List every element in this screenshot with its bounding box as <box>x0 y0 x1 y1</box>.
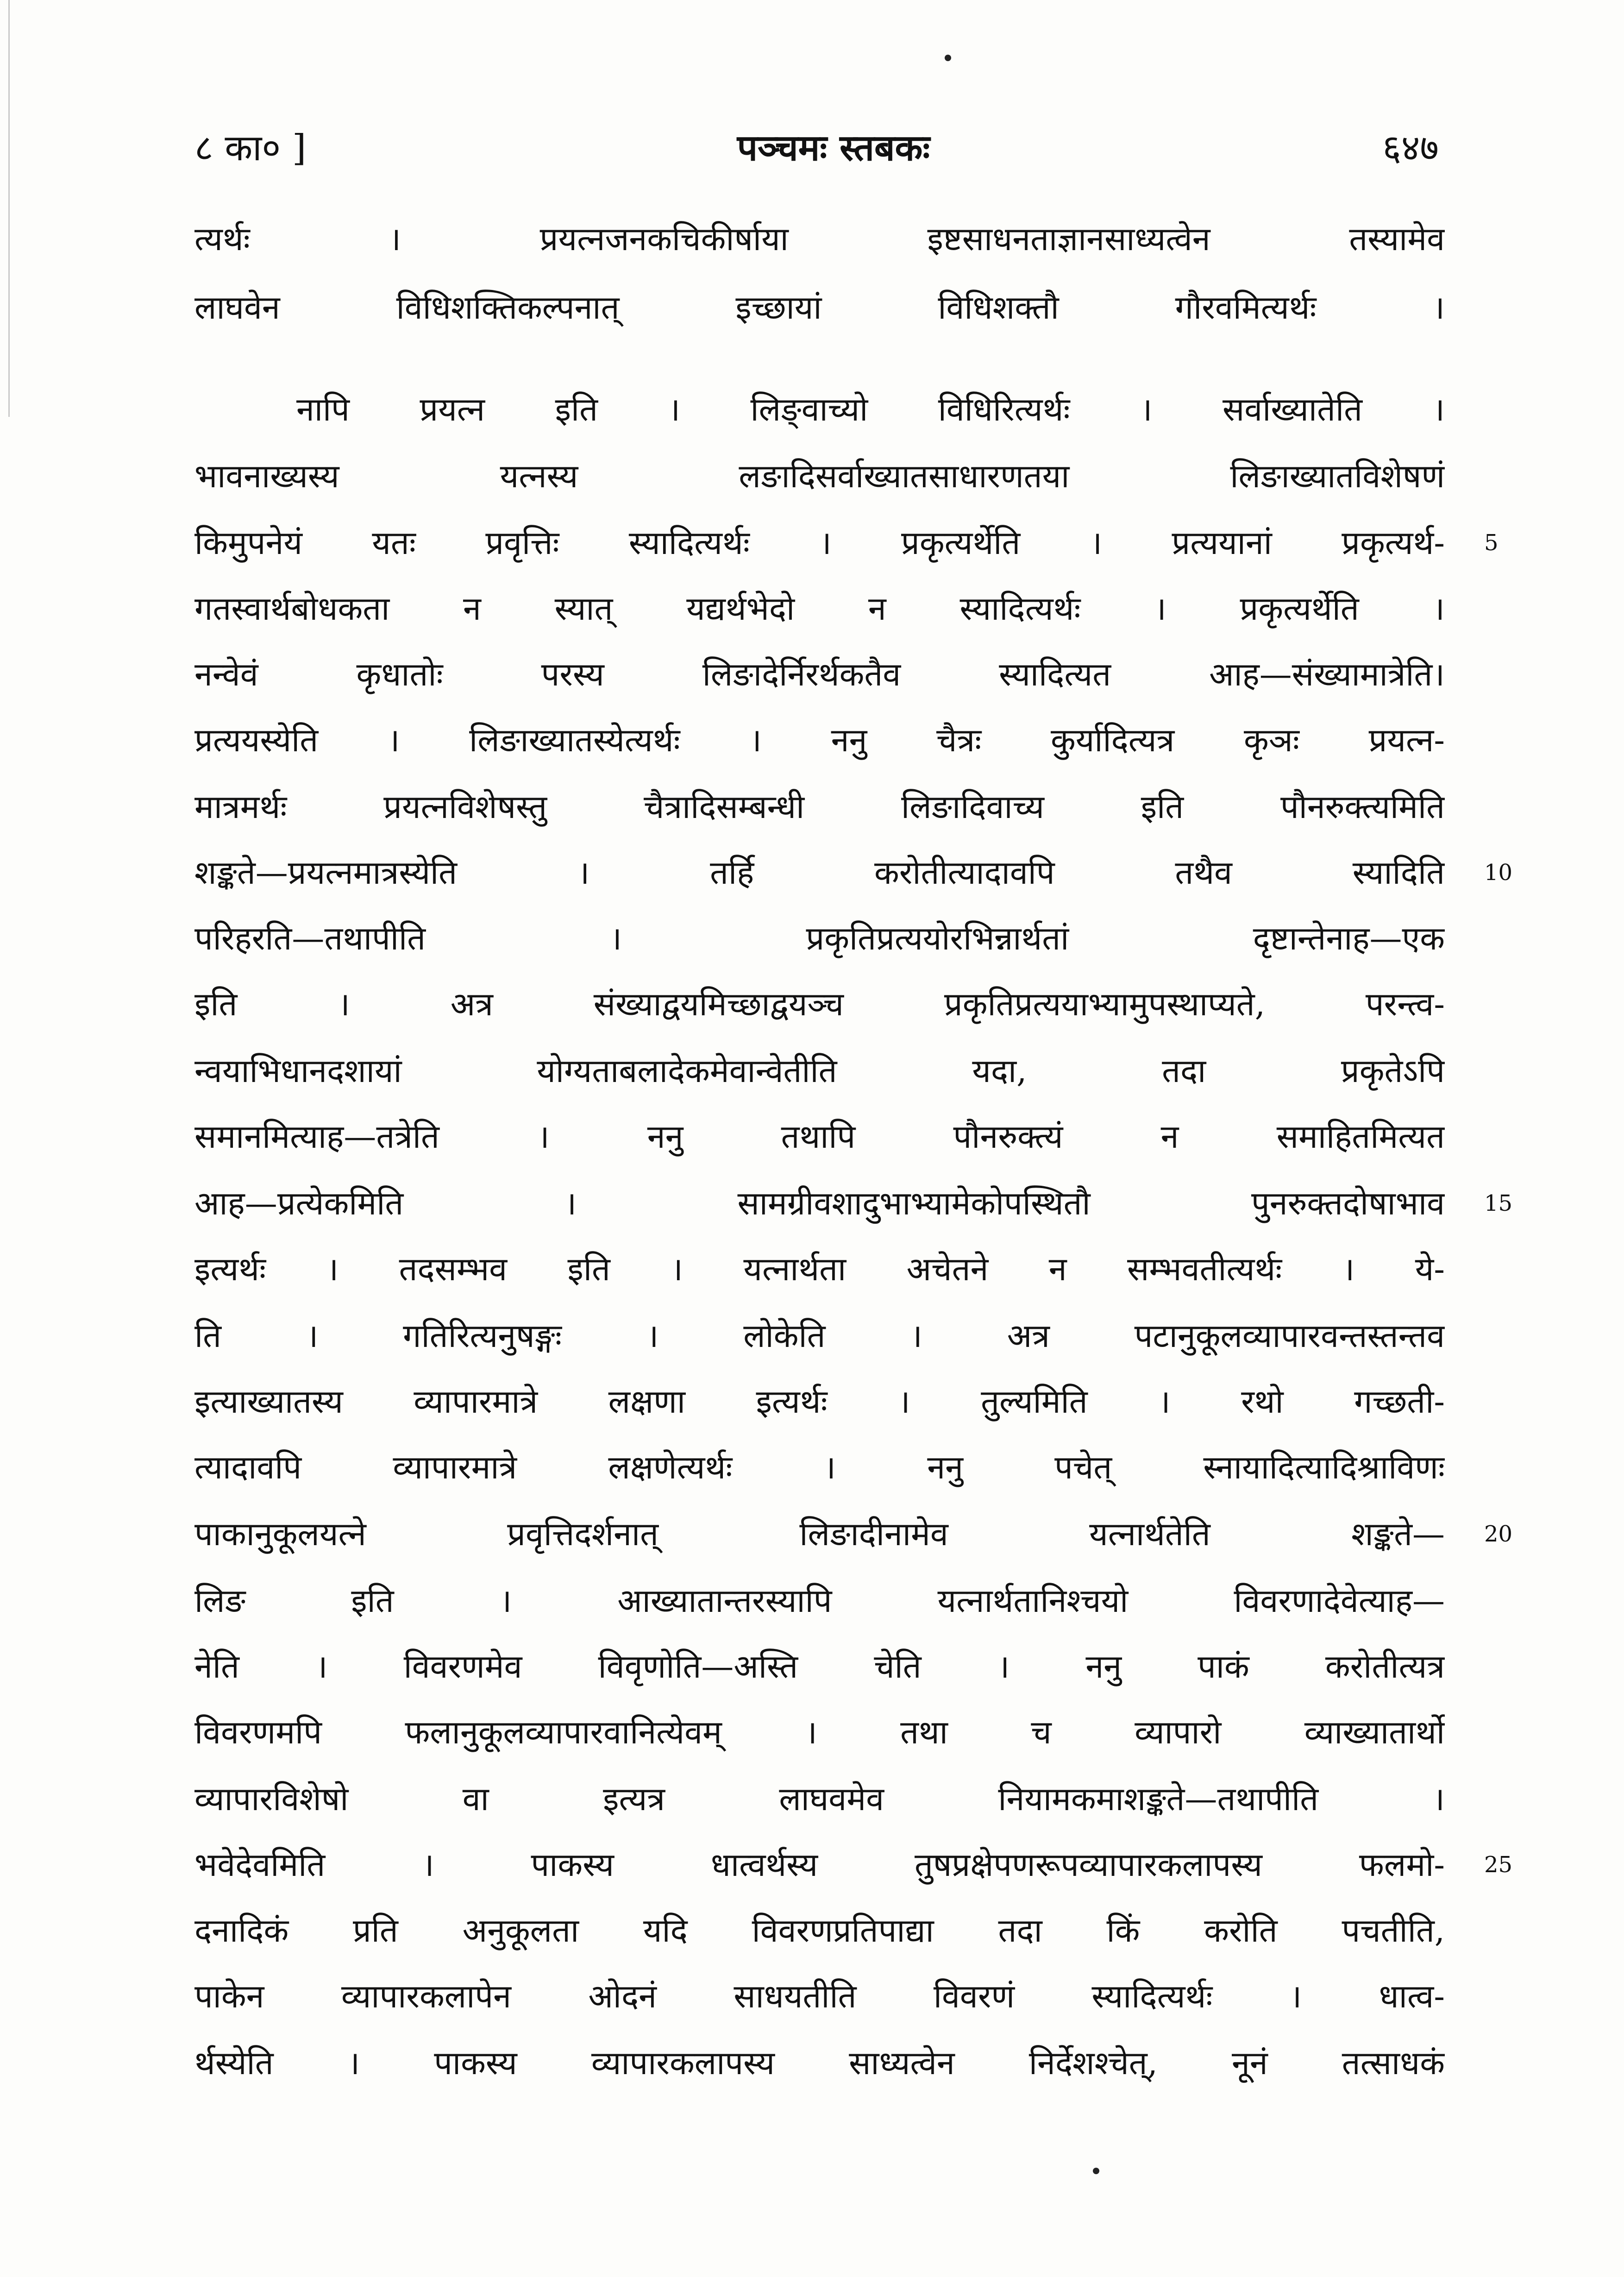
text-line-1: त्यर्थः । प्रयत्नजनकचिकीर्षाया इष्टसाधनताज्ञानसाध्यत्वेन तस्यामेव <box>194 220 1445 258</box>
line-number-10: 10 <box>1484 860 1513 886</box>
text-line-16: इत्यर्थः । तदसम्भव इति । यत्नार्थता अचेतने न सम्भवतीत्यर्थः । ये- <box>194 1250 1445 1288</box>
text-line-10: शङ्कते—प्रयत्नमात्रस्येति । तर्हि करोतीत्यादावपि तथैव स्यादिति <box>194 854 1445 892</box>
text-line-2: लाघवेन विधिशक्तिकल्पनात् इच्छायां विधिशक्तौ गौरवमित्यर्थः । <box>194 289 1445 327</box>
text-line-9: मात्रमर्थः प्रयत्नविशेषस्तु चैत्रादिसम्बन्धी लिङादिवाच्य इति पौनरुक्त्यमिति <box>194 788 1445 826</box>
text-line-24: व्यापारविशेषो वा इत्यत्र लाघवमेव नियामकमाशङ्कते—तथापीति । <box>194 1780 1445 1818</box>
text-line-19: त्यादावपि व्यापारमात्रे लक्षणेत्यर्थः । ननु पचेत् स्नायादित्यादिश्राविणः <box>194 1448 1445 1486</box>
text-line-21: लिङ इति । आख्यातान्तरस्यापि यत्नार्थतानिश्चयो विवरणादेवेत्याह— <box>194 1582 1445 1620</box>
line-number-5: 5 <box>1484 530 1499 556</box>
ink-speck <box>945 55 951 61</box>
ink-speck <box>1093 2168 1099 2174</box>
text-line-12: इति । अत्र संख्याद्वयमिच्छाद्वयञ्च प्रकृतिप्रत्ययाभ्यामुपस्थाप्यते, परन्त्व- <box>194 985 1445 1023</box>
scan-edge-line <box>8 0 10 417</box>
text-line-8: प्रत्ययस्येति । लिङाख्यातस्येत्यर्थः । ननु चैत्रः कुर्यादित्यत्र कृञः प्रयत्न- <box>194 721 1445 759</box>
header-left: ८ का० ] <box>194 127 307 169</box>
header-title: पञ्चमः स्तबकः <box>737 127 930 169</box>
text-line-4: भावनाख्यस्य यत्नस्य लङादिसर्वाख्यातसाधारणतया लिङाख्यातविशेषणं <box>194 457 1445 495</box>
text-line-23: विवरणमपि फलानुकूलव्यापारवानित्येवम् । तथा च व्यापारो व्याख्यातार्थो <box>194 1713 1445 1751</box>
text-line-11: परिहरति—तथापीति । प्रकृतिप्रत्ययोरभिन्नार्थतां दृष्टान्तेनाह—एक <box>194 919 1445 957</box>
line-number-20: 20 <box>1484 1521 1513 1547</box>
text-line-25: भवेदेवमिति । पाकस्य धात्वर्थस्य तुषप्रक्षेपणरूपव्यापारकलापस्य फलमो- <box>194 1846 1445 1884</box>
line-number-15: 15 <box>1484 1190 1513 1216</box>
text-line-14: समानमित्याह—तत्रेति । ननु तथापि पौनरुक्त्यं न समाहितमित्यत <box>194 1118 1445 1156</box>
text-line-26: दनादिकं प्रति अनुकूलता यदि विवरणप्रतिपाद्या तदा किं करोति पचतीति, <box>194 1912 1445 1950</box>
text-line-15: आह—प्रत्येकमिति । सामग्रीवशादुभाभ्यामेकोपस्थितौ पुनरुक्तदोषाभाव <box>194 1184 1445 1222</box>
text-line-20: पाकानुकूलयत्ने प्रवृत्तिदर्शनात् लिङादीनामेव यत्नार्थतेति शङ्कते— <box>194 1515 1445 1553</box>
text-line-17: ति । गतिरित्यनुषङ्गः । लोकेति । अत्र पटानुकूलव्यापारवन्तस्तन्तव <box>194 1317 1445 1355</box>
text-line-5: किमुपनेयं यतः प्रवृत्तिः स्यादित्यर्थः । प्रकृत्यर्थेति । प्रत्ययानां प्रकृत्यर्थ- <box>194 524 1445 562</box>
text-line-22: नेति । विवरणमेव विवृणोति—अस्ति चेति । ननु पाकं करोतीत्यत्र <box>194 1648 1445 1686</box>
text-line-6: गतस्वार्थबोधकता न स्यात् यद्यर्थभेदो न स्यादित्यर्थः । प्रकृत्यर्थेति । <box>194 590 1445 628</box>
page-number: ६४७ <box>1382 127 1439 169</box>
text-line-28: र्थस्येति । पाकस्य व्यापारकलापस्य साध्यत्वेन निर्देशश्चेत्, नूनं तत्साधकं <box>194 2044 1445 2082</box>
text-line-13: न्वयाभिधानदशायां योग्यताबलादेकमेवान्वेतीति यदा, तदा प्रकृतेऽपि <box>194 1052 1445 1090</box>
text-line-3: नापि प्रयत्न इति । लिङ्वाच्यो विधिरित्यर्थः । सर्वाख्यातेति । <box>296 390 1445 428</box>
text-line-7: नन्वेवं कृधातोः परस्य लिङादेर्निरर्थकतैव स्यादित्यत आह—संख्यामात्रेति। <box>194 655 1445 693</box>
text-line-18: इत्याख्यातस्य व्यापारमात्रे लक्षणा इत्यर्थः । तुल्यमिति । रथो गच्छती- <box>194 1383 1445 1421</box>
text-line-27: पाकेन व्यापारकलापेन ओदनं साधयतीति विवरणं स्यादित्यर्थः । धात्व- <box>194 1977 1445 2015</box>
line-number-25: 25 <box>1484 1852 1513 1878</box>
